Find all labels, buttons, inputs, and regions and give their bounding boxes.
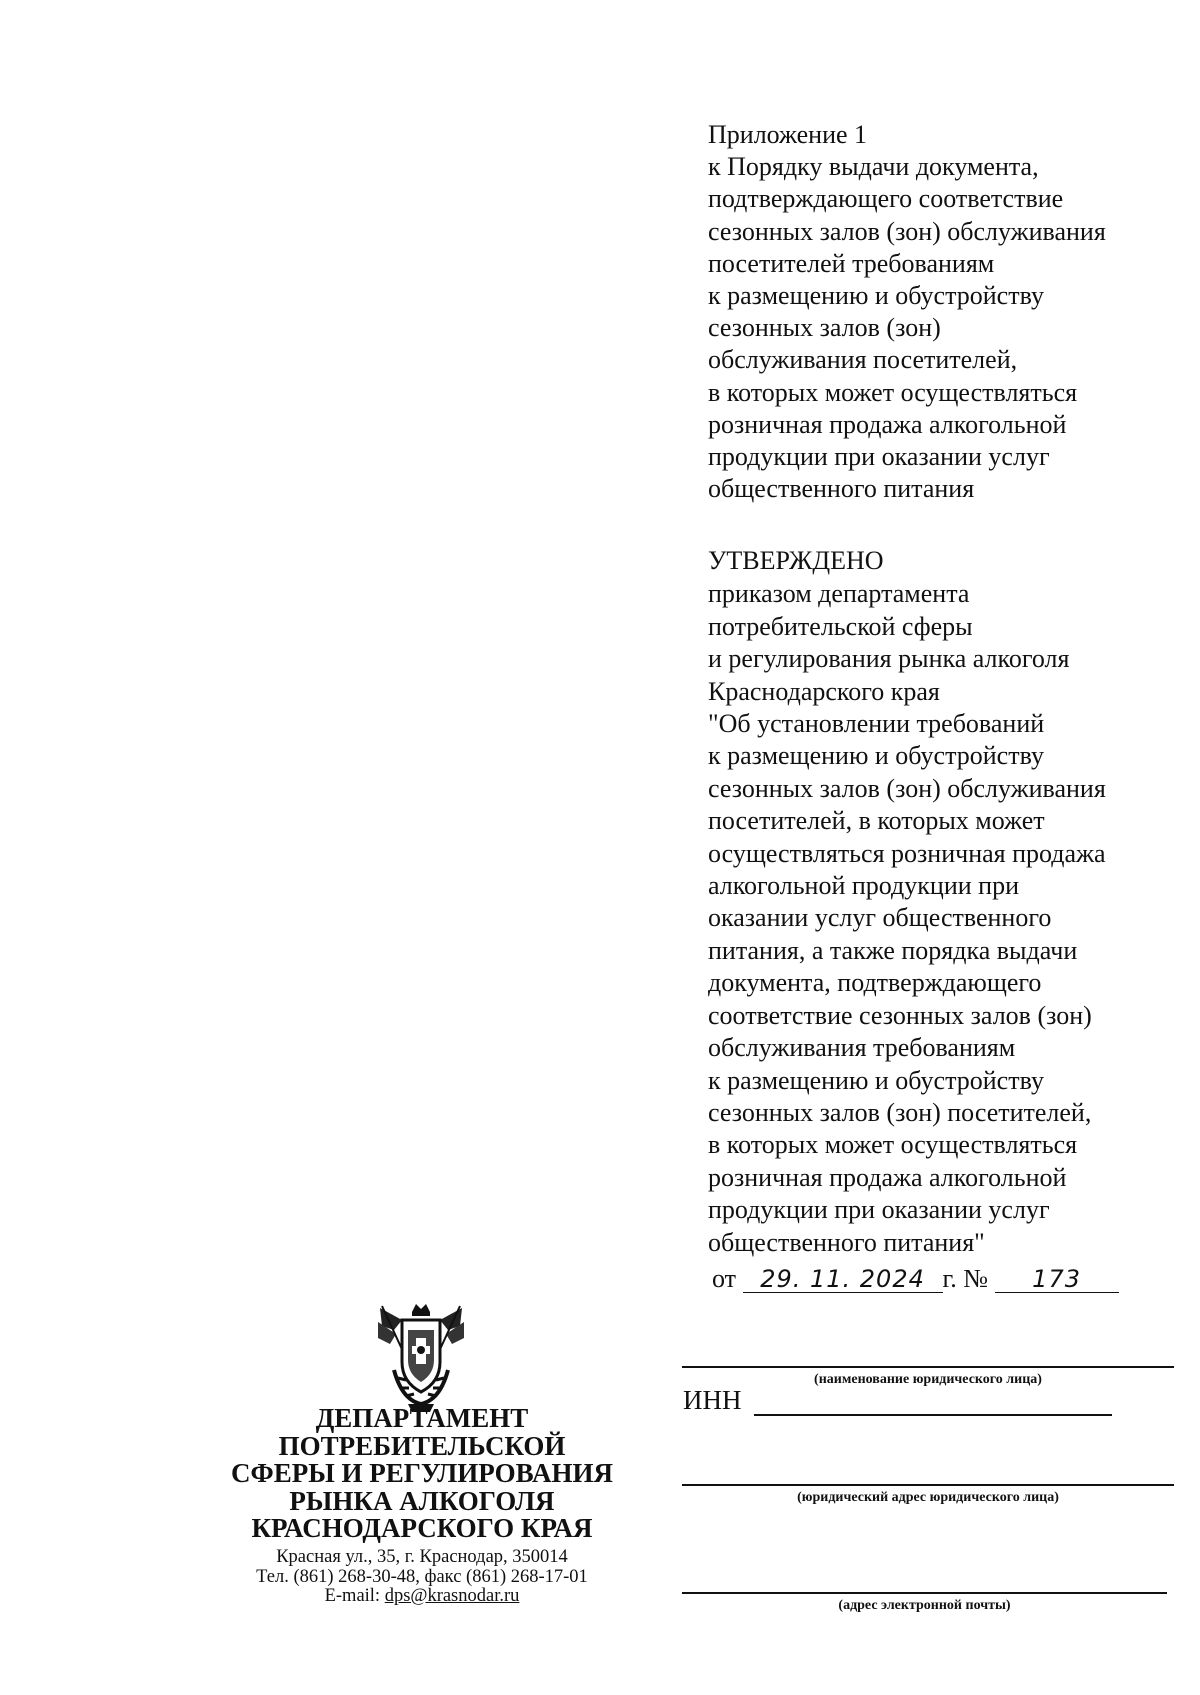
appendix-line: к размещению и обустройству <box>708 281 1044 311</box>
email-link[interactable]: dps@krasnodar.ru <box>384 1586 520 1606</box>
appendix-header <box>708 119 1178 505</box>
legal-address-caption: (юридический адрес юридического лица) <box>797 1490 1059 1505</box>
appendix-line: подтверждающего соответствие <box>708 184 1064 214</box>
appendix-line: Приложение 1 <box>708 120 868 149</box>
appendix-line: розничная продажа алкогольной <box>708 409 1067 439</box>
email-address-line[interactable] <box>682 1592 1167 1594</box>
inn-field-line[interactable] <box>754 1414 1112 1416</box>
appendix-line: продукции при оказании услуг <box>708 442 1050 472</box>
phone-fax: Тел. (861) 268-30-48, факс (861) 268-17-01 <box>256 1566 588 1587</box>
email-label: E-mail: <box>324 1586 381 1606</box>
approval-line: к размещению и обустройству <box>708 741 1044 771</box>
department-name-line: ПОТРЕБИТЕЛЬСКОЙ <box>278 1430 566 1461</box>
appendix-line: сезонных залов (зон) обслуживания <box>708 216 1106 246</box>
department-contacts <box>206 1548 638 1607</box>
email-row <box>206 1587 638 1607</box>
order-number-handwritten: 173 <box>995 1266 1119 1293</box>
department-name-line: КРАСНОДАРСКОГО КРАЯ <box>251 1513 593 1543</box>
department-name <box>206 1405 638 1543</box>
approval-line: "Об установлении требований <box>708 709 1045 739</box>
appendix-line: общественного питания <box>708 474 975 504</box>
appendix-line: посетителей требованиям <box>708 248 995 278</box>
department-name-line: ДЕПАРТАМЕНТ <box>315 1403 529 1433</box>
approval-line: к размещению и обустройству <box>708 1065 1044 1095</box>
approval-line: посетителей, в которых может <box>708 806 1045 836</box>
legal-entity-name-caption: (наименование юридического лица) <box>814 1372 1042 1387</box>
approval-line: алкогольной продукции при <box>708 871 1019 901</box>
appendix-line: сезонных залов (зон) <box>708 313 941 343</box>
appendix-line: к Порядку выдачи документа, <box>708 152 1039 182</box>
approval-line: и регулирования рынка алкоголя <box>708 644 1070 674</box>
approval-line: сезонных залов (зон) посетителей, <box>708 1097 1092 1127</box>
approval-line: осуществляться розничная продажа <box>708 838 1106 868</box>
legal-entity-name-line[interactable] <box>682 1366 1174 1368</box>
approval-line: розничная продажа алкогольной <box>708 1162 1067 1192</box>
approval-line: сезонных залов (зон) обслуживания <box>708 773 1106 803</box>
approval-line: документа, подтверждающего <box>708 968 1042 998</box>
approval-line: Краснодарского края <box>708 676 940 706</box>
appendix-line: обслуживания посетителей, <box>708 345 1018 375</box>
order-prefix: от <box>712 1264 737 1293</box>
postal-address: Красная ул., 35, г. Краснодар, 350014 <box>276 1547 568 1567</box>
approval-line: общественного питания" <box>708 1227 985 1257</box>
department-name-line: СФЕРЫ И РЕГУЛИРОВАНИЯ <box>231 1458 613 1488</box>
department-name-line: РЫНКА АЛКОГОЛЯ <box>289 1485 555 1516</box>
email-address-caption: (адрес электронной почты) <box>838 1598 1011 1613</box>
order-number-label: г. № <box>942 1264 989 1293</box>
legal-address-line[interactable] <box>682 1484 1174 1486</box>
approval-line: в которых может осуществляться <box>708 1130 1078 1160</box>
approval-block <box>708 545 1188 1259</box>
order-date-handwritten: 29. 11. 2024 <box>743 1266 943 1293</box>
krasnodar-coat-of-arms-icon <box>372 1300 470 1416</box>
approval-line: потребительской сферы <box>708 611 973 641</box>
inn-label: ИНН <box>683 1385 742 1415</box>
appendix-line: в которых может осуществляться <box>708 377 1078 407</box>
order-reference <box>712 1262 1119 1296</box>
approval-line: оказании услуг общественного <box>708 903 1052 933</box>
approval-line: приказом департамента <box>708 579 970 609</box>
approval-line: обслуживания требованиям <box>708 1033 1016 1063</box>
approval-line: питания, а также порядка выдачи <box>708 935 1078 965</box>
approval-line: соответствие сезонных залов (зон) <box>708 1000 1092 1030</box>
approval-line: продукции при оказании услуг <box>708 1195 1050 1225</box>
approval-heading: УТВЕРЖДЕНО <box>708 546 884 575</box>
